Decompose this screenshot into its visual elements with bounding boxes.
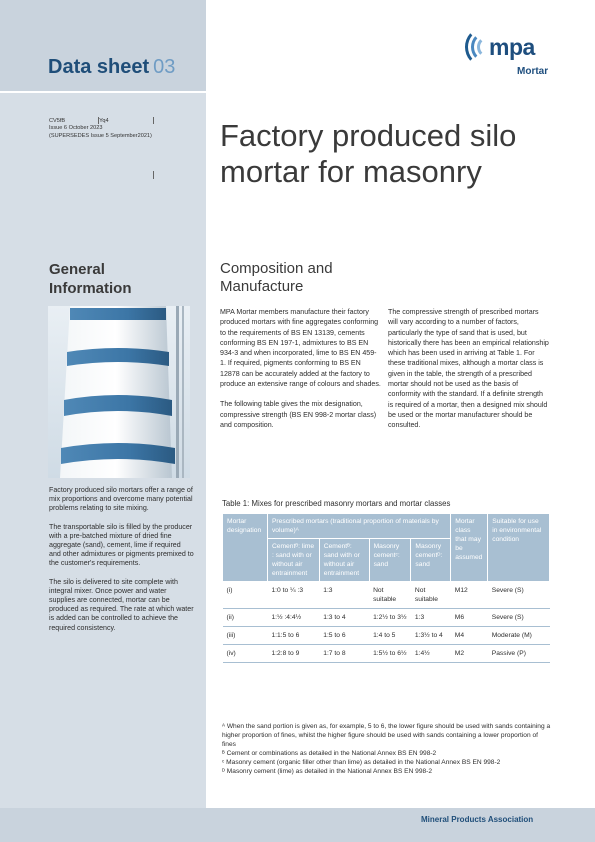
silo-image	[48, 306, 190, 478]
table-cell: 1:5½ to 6½	[369, 645, 411, 663]
composition-paragraph: MPA Mortar members manufacture their factory produced mortars with fine aggregates conforming to the requirements of BS EN 13139, cements conforming BS EN 197-1, admixtures to BS EN 934-3 and when incorporated, lime to BS EN 459-1. If required, pigments conforming to BS EN 12878 can be accurately added at the factory to produce an extensive range of colours and shades.	[220, 308, 381, 389]
table-cell: Not suitable	[369, 582, 411, 609]
composition-paragraph: The following table gives the mix designation, compressive strength (BS EN 998-2 mortar class) and composition.	[220, 400, 377, 429]
table-cell: (ii)	[223, 609, 268, 627]
table-cell: (i)	[223, 582, 268, 609]
general-information-text	[49, 486, 194, 642]
composition-column-left	[220, 307, 382, 440]
table-cell: 1:4 to 5	[369, 627, 411, 645]
table-cell: (iii)	[223, 627, 268, 645]
table-cell: 1:1:5 to 6	[267, 627, 319, 645]
data-sheet-text: Data sheet	[48, 56, 150, 78]
header-class: Mortar class that may be assumed	[451, 514, 488, 582]
table-cell: 1:2:8 to 9	[267, 645, 319, 663]
table-cell: 1:3½ to 4	[411, 627, 451, 645]
table-cell: M4	[451, 627, 488, 645]
table-cell: 1:3	[411, 609, 451, 627]
table-row	[223, 627, 550, 645]
subheader-masonry-cement-d: Masonry cementᴰ: sand	[411, 539, 451, 582]
table-cell: Moderate (M)	[488, 627, 550, 645]
table-row	[223, 609, 550, 627]
table-cell: 1:3 to 4	[319, 609, 369, 627]
table-cell: Severe (S)	[488, 582, 550, 609]
meta-issue: Issue 6 October 2023	[49, 125, 103, 132]
table-cell: Not suitable	[411, 582, 451, 609]
table-cell: 1:0 to ¼ :3	[267, 582, 319, 609]
table-caption: Table 1: Mixes for prescribed masonry mortars and mortar classes	[222, 499, 451, 508]
table-cell: M6	[451, 609, 488, 627]
document-meta	[49, 118, 152, 140]
divider	[153, 117, 154, 124]
footnote: ᴬ When the sand portion is given as, for example, 5 to 6, the lower figure should be used with sands containing a higher proportion of fines, whilst the higher figure should be used with sands containing a lower proportion of fines	[222, 723, 551, 748]
logo-subtitle: Mortar	[517, 66, 549, 77]
table-cell: 1:7 to 8	[319, 645, 369, 663]
divider	[98, 117, 99, 124]
table-row	[223, 645, 550, 663]
meta-code: CV5fB	[49, 118, 66, 124]
composition-column-right	[388, 307, 550, 441]
silo-photo	[48, 306, 190, 478]
composition-heading: Composition and Manufacture	[220, 260, 333, 295]
page-title: Factory produced silo mortar for masonry	[220, 118, 517, 189]
table-cell: Severe (S)	[488, 609, 550, 627]
table-cell: Passive (P)	[488, 645, 550, 663]
meta-supersedes: (SUPERSEDES Issue 5 September2021)	[49, 132, 152, 139]
general-information-heading: General Information	[49, 261, 132, 297]
footnote: ᶜ Masonry cement (organic filler other than lime) as detailed in the National Annex BS EN 998-2	[222, 759, 501, 766]
table-cell: 1:5 to 6	[319, 627, 369, 645]
footer-organisation: Mineral Products Association	[421, 815, 534, 824]
header-designation: Mortar designation	[223, 514, 268, 582]
sidebar-paragraph: The silo is delivered to site complete with integral mixer. Once power and water supplies are connected, mortar can be produced as required. The rate at which water is added can be controlled to achieve the required consistency.	[49, 577, 194, 632]
sidebar-paragraph: The transportable silo is filled by the producer with a pre-batched mixture of dried fine aggregate (sand), cement, lime if required and other admixtures or pigments premixed to the customer's requirements.	[49, 522, 194, 568]
footer-band	[0, 808, 595, 842]
subheader-masonry-cement-c: Masonry cementᶜ: sand	[369, 539, 411, 582]
table-cell: 1:2½ to 3½	[369, 609, 411, 627]
composition-paragraph: The compressive strength of prescribed mortars will vary according to a number of factors, particularly the type of sand that is used, but historically there has been an empirical relationship which has been used in arriving at Table 1. For these traditional mixes, although a mortar class is given in the table, the strength of a prescribed mortar should not be used as the basis of conformity with the standard. If a definite strength is required of a mortar, then a designed mix should be used or the mortar manufacturer should be consulted.	[388, 308, 549, 430]
table-row	[223, 582, 550, 609]
subheader-cement-sand: Cementᴮ: sand with or without air entrainment	[319, 539, 369, 582]
table-cell: M2	[451, 645, 488, 663]
header-use: Suitable for use in environmental condition	[488, 514, 550, 582]
table-cell: M12	[451, 582, 488, 609]
header-band	[0, 0, 206, 93]
footnote: ᴰ Masonry cement (lime) as detailed in the National Annex BS EN 998-2	[222, 768, 433, 775]
table-cell: 1:3	[319, 582, 369, 609]
header-prescribed: Prescribed mortars (traditional proportion of materials by volume)ᴬ	[267, 514, 450, 539]
table-cell: (iv)	[223, 645, 268, 663]
footnote: ᴮ Cement or combinations as detailed in the National Annex BS EN 998-2	[222, 750, 437, 757]
sidebar-paragraph: Factory produced silo mortars offer a range of mix proportions and overcome many potential problems relating to site mixing.	[49, 486, 193, 513]
logo-wordmark: mpa	[489, 34, 535, 60]
divider	[153, 171, 154, 179]
table-notes	[222, 722, 552, 776]
data-sheet-label	[48, 56, 175, 79]
mix-table	[222, 513, 550, 663]
data-sheet-number: 03	[153, 56, 176, 78]
table-cell: 1:½ :4:4½	[267, 609, 319, 627]
subheader-cement-lime-sand: Cementᴮ: lime : sand with or without air entrainment	[267, 539, 319, 582]
mpa-logo	[465, 28, 555, 82]
table-cell: 1:4½	[411, 645, 451, 663]
meta-code2: Yq4	[99, 118, 109, 124]
